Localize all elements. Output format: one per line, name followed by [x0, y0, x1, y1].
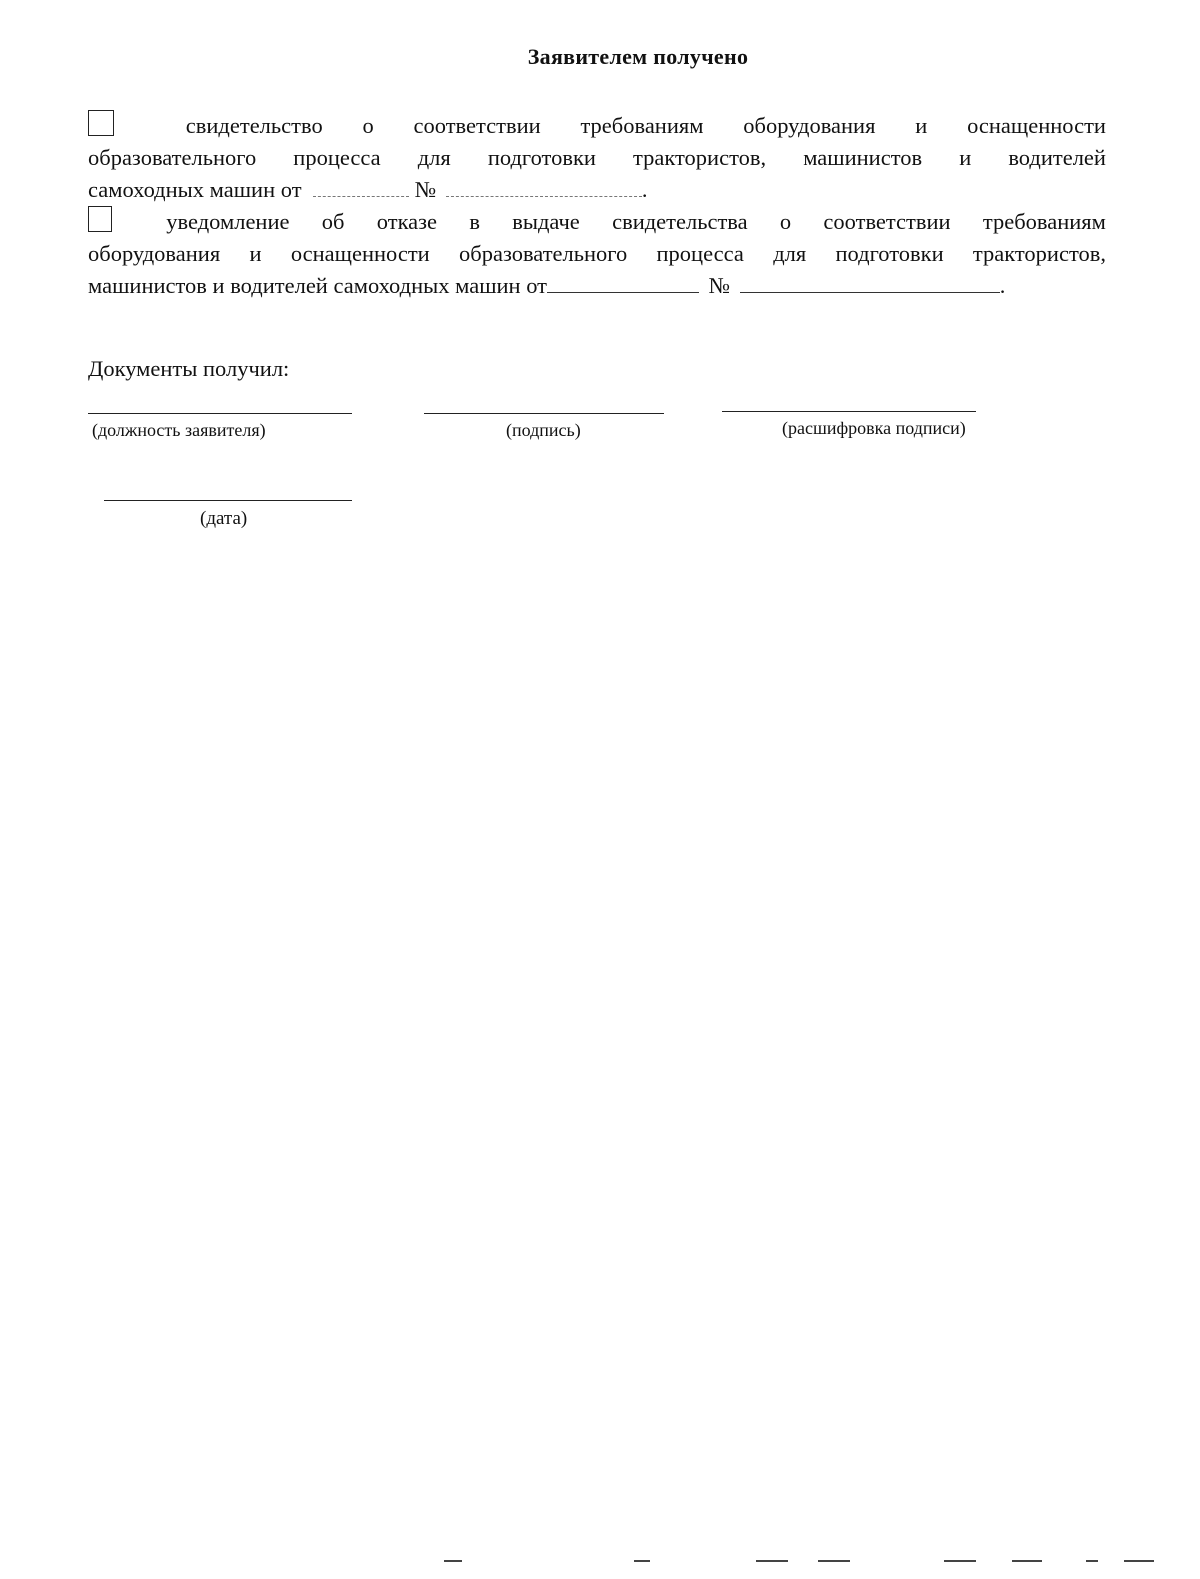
scan-artifact	[634, 1560, 650, 1562]
scan-artifact	[444, 1560, 462, 1562]
certificate-date-blank[interactable]	[313, 178, 409, 197]
word: водителей	[1008, 145, 1106, 170]
item-certificate-line-1	[88, 110, 1106, 142]
number-sign: №	[414, 177, 437, 202]
signature-decoding-line[interactable]	[722, 411, 976, 412]
refusal-date-blank[interactable]	[547, 274, 699, 293]
refusal-number-blank[interactable]	[740, 274, 1000, 293]
word: отказе	[376, 209, 438, 234]
scan-artifact	[1012, 1560, 1042, 1562]
documents-received-label: Документы получил:	[88, 356, 290, 381]
caption-signature-decoding: (расшифровка подписи)	[782, 418, 966, 438]
signature-line[interactable]	[424, 413, 664, 414]
word: в	[469, 209, 480, 234]
end-punct: .	[999, 273, 1006, 298]
word: и	[959, 145, 972, 170]
number-sign: №	[708, 273, 731, 298]
word: для	[417, 145, 451, 170]
word: уведомление	[166, 209, 290, 234]
word: и	[249, 241, 262, 266]
word: образовательного	[88, 145, 257, 170]
item-certificate	[88, 110, 1106, 206]
word: образовательного	[459, 241, 628, 266]
item-refusal-line-1	[88, 206, 1106, 238]
word: трактористов,	[972, 241, 1106, 266]
word: требованиям	[982, 209, 1106, 234]
scan-artifact	[756, 1560, 788, 1562]
certificate-number-blank[interactable]	[446, 178, 642, 197]
word: процесса	[293, 145, 381, 170]
word: оснащенности	[290, 241, 430, 266]
word: о	[779, 209, 792, 234]
scan-artifact	[944, 1560, 976, 1562]
word: соответствии	[413, 113, 541, 138]
word: оборудования	[743, 113, 876, 138]
line-text: самоходных машин от	[88, 177, 302, 202]
item-refusal-line-2	[88, 238, 1106, 270]
caption-date: (дата)	[200, 508, 248, 529]
document-title: Заявителем получено	[527, 44, 749, 69]
line-text: машинистов и водителей самоходных машин от	[88, 273, 548, 298]
item-refusal-line-3	[88, 270, 1106, 302]
item-certificate-line-3	[88, 174, 1106, 206]
word: процесса	[656, 241, 744, 266]
word: об	[321, 209, 345, 234]
word: свидетельство	[185, 113, 323, 138]
word: о	[362, 113, 374, 138]
word: для	[773, 241, 807, 266]
item-refusal-notice	[88, 206, 1106, 302]
scan-artifact	[1086, 1560, 1098, 1562]
word: и	[915, 113, 928, 138]
word: машинистов	[803, 145, 923, 170]
word: выдаче	[512, 209, 580, 234]
caption-applicant-position: (должность заявителя)	[92, 420, 266, 440]
word: соответствии	[823, 209, 951, 234]
end-punct: .	[641, 177, 648, 202]
word: оборудования	[88, 241, 221, 266]
scan-artifact	[818, 1560, 850, 1562]
caption-signature: (подпись)	[506, 420, 581, 440]
applicant-position-line[interactable]	[88, 413, 352, 414]
word: свидетельства	[612, 209, 748, 234]
word: подготовки	[835, 241, 944, 266]
certificate-checkbox[interactable]	[88, 110, 114, 136]
word: трактористов,	[633, 145, 767, 170]
date-line[interactable]	[104, 500, 352, 501]
word: требованиям	[580, 113, 704, 138]
scan-artifact	[1124, 1560, 1154, 1562]
word: подготовки	[487, 145, 596, 170]
item-certificate-line-2	[88, 142, 1106, 174]
word: оснащенности	[967, 113, 1106, 138]
refusal-checkbox[interactable]	[88, 206, 112, 232]
